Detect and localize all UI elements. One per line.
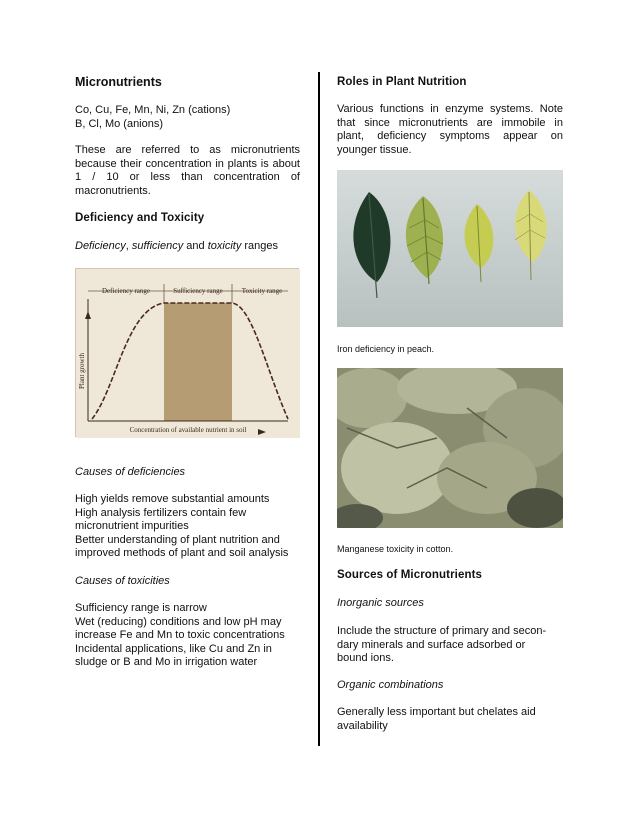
label-deficiency-range: Deficiency range <box>102 287 150 295</box>
ranges-caption <box>75 240 278 254</box>
leaf-blob <box>341 422 453 514</box>
anions-line: B, Cl, Mo (anions) <box>75 118 164 130</box>
sources-heading: Sources of Micronutrients <box>337 569 482 581</box>
inorganic-heading: Inorganic sources <box>337 597 424 609</box>
label-toxicity-range: Toxicity range <box>241 287 283 295</box>
text-line: Include the structure of primary and secon- <box>337 625 547 637</box>
ranges-caption-toxicity: toxicity <box>207 240 242 252</box>
manganese-toxicity-photo <box>337 368 563 528</box>
label-sufficiency-range: Sufficiency range <box>173 287 223 295</box>
text-line: availability <box>337 719 388 732</box>
page-title: Micronutrients <box>75 75 162 89</box>
list-item: micronutrient impurities <box>75 520 189 532</box>
text-line: Generally less important but chelates aid <box>337 706 536 718</box>
list-item: High analysis fertilizers contain few <box>75 506 247 519</box>
ranges-caption-rest: ranges <box>241 240 279 252</box>
causes-toxicities-list <box>75 602 315 670</box>
roles-heading: Roles in Plant Nutrition <box>337 76 467 88</box>
y-axis-label: Plant growth <box>78 353 86 389</box>
list-item: Wet (reducing) conditions and low pH may <box>75 615 282 628</box>
organic-heading: Organic combinations <box>337 679 444 691</box>
text-line: dary minerals and surface adsorbed or <box>337 638 526 651</box>
ranges-graph-svg <box>76 269 300 438</box>
cotton-illustration <box>337 368 563 528</box>
causes-deficiencies-list <box>75 493 315 561</box>
ranges-caption-sufficiency: sufficiency <box>131 240 184 252</box>
list-item: Sufficiency range is narrow <box>75 602 207 614</box>
list-item: improved methods of plant and soil analysis <box>75 547 289 559</box>
list-item: High yields remove substantial amounts <box>75 493 270 505</box>
leaves-illustration <box>337 170 563 327</box>
iron-deficiency-photo <box>337 170 563 327</box>
cations-line: Co, Cu, Fe, Mn, Ni, Zn (cations) <box>75 104 231 116</box>
ranges-graph <box>75 268 299 437</box>
deficiency-toxicity-heading: Deficiency and Toxicity <box>75 212 205 224</box>
column-divider <box>318 72 320 746</box>
list-item: increase Fe and Mn to toxic concentrations <box>75 629 285 641</box>
roles-paragraph: Various functions in enzyme systems. Note that since micronutrients are immobile in plant, deficiency symptoms appear on younger tissue. <box>337 103 563 156</box>
ranges-caption-deficiency: Deficiency <box>75 240 126 252</box>
ranges-caption-sep2: and <box>183 240 208 252</box>
organic-text <box>337 706 567 733</box>
inorganic-text <box>337 625 567 666</box>
text-line: bound ions. <box>337 652 394 664</box>
intro-paragraph: These are referred to as micronutrients because their concentration in plants is about 1 / 10 or less than concentration of macronutrients. <box>75 144 300 197</box>
photo1-caption: Iron deficiency in peach. <box>337 344 435 354</box>
causes-toxicities-heading: Causes of toxicities <box>75 575 170 587</box>
list-item: sludge or B and Mo in irrigation water <box>75 656 258 668</box>
sufficiency-band <box>164 303 232 421</box>
photo2-caption: Manganese toxicity in cotton. <box>337 544 454 554</box>
ranges-caption-sep1: , <box>125 240 132 252</box>
list-item: Better understanding of plant nutrition and <box>75 533 280 546</box>
causes-deficiencies-heading: Causes of deficiencies <box>75 466 186 478</box>
list-item: Incidental applications, like Cu and Zn in <box>75 642 272 655</box>
x-axis-label: Concentration of available nutrient in soil <box>129 426 247 434</box>
